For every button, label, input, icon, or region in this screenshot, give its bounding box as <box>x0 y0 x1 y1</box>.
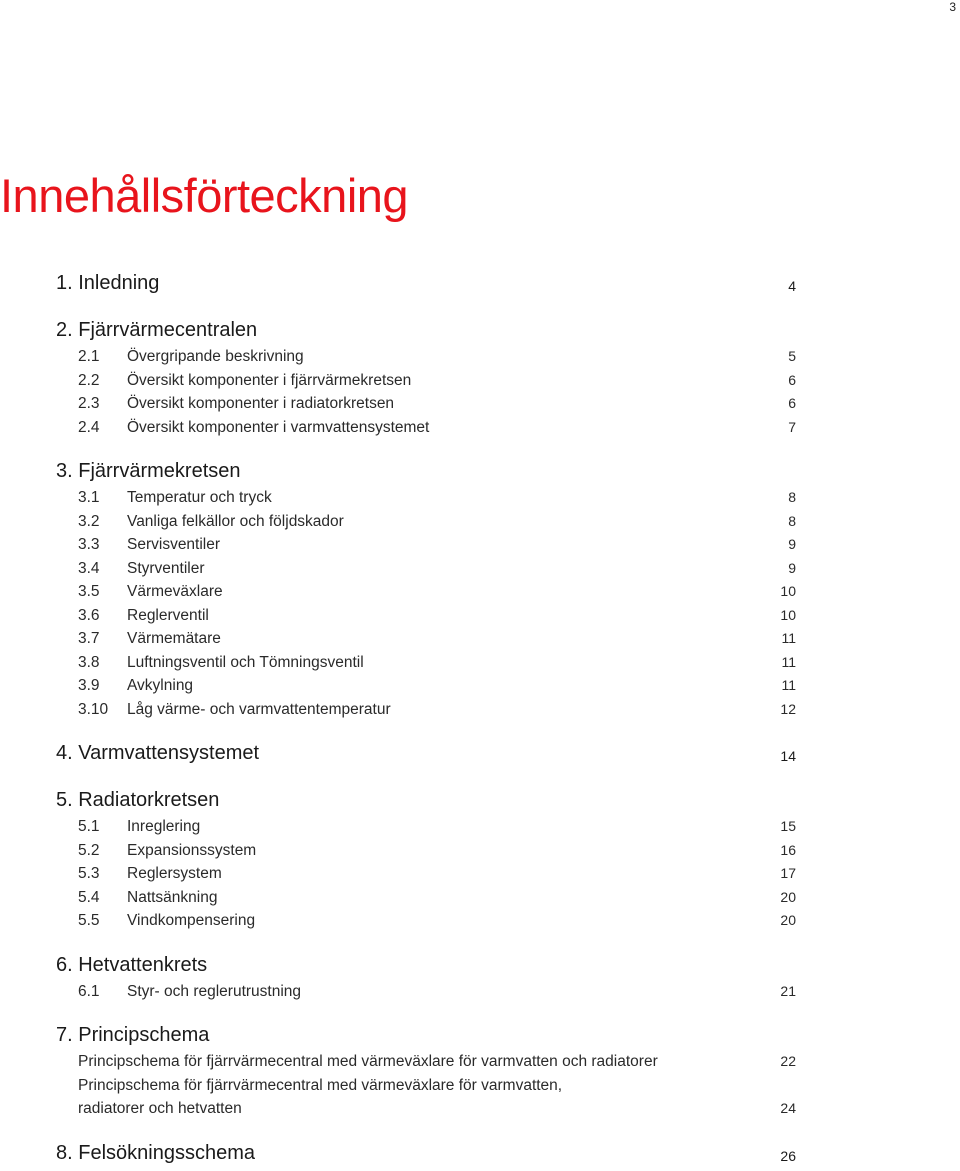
toc-section <box>56 315 796 456</box>
toc-entry-page: 12 <box>780 700 796 717</box>
toc-section-heading[interactable] <box>56 315 796 345</box>
toc-entry-label: Principschema för fjärrvärmecentral med värmeväxlare för varmvatten, <box>78 1076 563 1094</box>
toc-entry-label: Avkylning <box>127 677 194 694</box>
toc-section <box>56 268 796 315</box>
toc-entry-label: Vindkompensering <box>127 912 256 929</box>
toc-entry-page: 20 <box>780 888 796 905</box>
toc-entry[interactable] <box>56 392 796 416</box>
toc-section-title: 8. Felsökningsschema <box>56 1141 255 1164</box>
toc-entry-number: 2.3 <box>78 395 100 412</box>
toc-section-heading[interactable] <box>56 785 796 815</box>
toc-entry-label: Principschema för fjärrvärmecentral med värmeväxlare för varmvatten och radiatorer <box>78 1053 658 1070</box>
toc-entry-label: Reglerventil <box>127 606 209 624</box>
toc-entry-number: 2.2 <box>78 371 100 389</box>
toc-entry-page: 9 <box>788 536 796 552</box>
toc-section-title: 1. Inledning <box>56 272 160 294</box>
toc-section-heading[interactable] <box>56 456 796 486</box>
toc-section-title: 5. Radiatorkretsen <box>56 789 220 811</box>
toc-entry[interactable] <box>56 533 796 557</box>
toc-entry[interactable] <box>56 1050 796 1074</box>
toc-section <box>56 1020 796 1138</box>
toc-entry-label: Styrventiler <box>127 559 205 577</box>
toc-entry-page: 9 <box>788 559 796 576</box>
toc-entry[interactable] <box>56 651 796 675</box>
toc-entry-number: 3.2 <box>78 512 100 530</box>
toc-section-title: 2. Fjärrvärmecentralen <box>56 319 258 341</box>
toc-section-title: 7. Principschema <box>56 1024 210 1046</box>
toc-entry-number: 5.1 <box>78 818 100 835</box>
toc-section <box>56 1138 796 1168</box>
toc-entry-label: Styr- och reglerutrustning <box>127 982 302 1000</box>
toc-entry-number: 2.4 <box>78 418 100 436</box>
toc-entry-page: 5 <box>788 348 796 364</box>
toc-entry-label: Expansionssystem <box>127 841 257 859</box>
toc-entry-label: radiatorer och hetvatten <box>78 1100 242 1117</box>
toc-section-heading[interactable] <box>56 738 796 768</box>
section-spacer <box>56 768 796 785</box>
toc-entry-number: 3.3 <box>78 536 100 553</box>
toc-entry[interactable] <box>56 627 796 651</box>
section-spacer <box>56 439 796 456</box>
toc-entry[interactable] <box>56 557 796 581</box>
page-title: Innehållsförteckning <box>0 169 409 222</box>
toc-section-title: 4. Varmvattensystemet <box>56 742 260 764</box>
toc-entry[interactable] <box>56 815 796 839</box>
toc-entry-number: 3.7 <box>78 630 100 647</box>
toc-section <box>56 738 796 785</box>
toc-entry-number: 3.5 <box>78 583 100 600</box>
toc-entry-label: Översikt komponenter i radiatorkretsen <box>127 395 395 412</box>
toc-section-heading[interactable] <box>56 1020 796 1050</box>
page-number: 3 <box>949 0 956 14</box>
toc-entry-label: Översikt komponenter i varmvattensystemet <box>127 418 430 436</box>
toc-entry[interactable] <box>56 604 796 628</box>
section-spacer <box>56 1121 796 1138</box>
toc-entry-label: Övergripande beskrivning <box>127 348 304 365</box>
toc-entry-page: 15 <box>780 818 796 834</box>
toc-entry-page: 6 <box>788 395 796 411</box>
toc-entry-page: 17 <box>780 865 796 881</box>
toc-section <box>56 950 796 1021</box>
toc-entry-label: Översikt komponenter i fjärrvärmekretsen <box>127 371 412 389</box>
toc-entry-label: Reglersystem <box>127 865 222 882</box>
section-spacer <box>56 721 796 738</box>
toc-entry-page: 11 <box>781 653 796 670</box>
toc-entry-page: 10 <box>780 583 796 599</box>
toc-entry[interactable] <box>56 345 796 369</box>
toc-section-title: 3. Fjärrvärmekretsen <box>56 460 241 482</box>
toc-entry[interactable] <box>56 698 796 722</box>
toc-entry-page: 8 <box>788 512 796 529</box>
toc-entry-label: Nattsänkning <box>127 888 218 906</box>
toc-entry[interactable] <box>56 416 796 440</box>
toc-entry-page: 7 <box>788 418 796 435</box>
toc-entry-number: 5.2 <box>78 841 100 859</box>
toc-entry[interactable] <box>56 674 796 698</box>
toc-entry-number: 2.1 <box>78 348 100 365</box>
toc-entry[interactable] <box>56 580 796 604</box>
table-of-contents <box>56 268 796 1168</box>
section-spacer <box>56 298 796 315</box>
toc-entry[interactable] <box>56 486 796 510</box>
toc-entry-number: 3.8 <box>78 653 100 671</box>
toc-entry-number: 5.5 <box>78 912 100 929</box>
toc-entry-page: 11 <box>781 677 796 693</box>
toc-entry[interactable] <box>56 1097 796 1121</box>
toc-entry-number: 3.1 <box>78 489 100 506</box>
toc-entry-page: 6 <box>788 371 796 388</box>
toc-section-heading[interactable] <box>56 950 796 980</box>
toc-entry-page: 16 <box>780 841 796 858</box>
toc-entry-label: Inreglering <box>127 818 201 835</box>
toc-section <box>56 456 796 738</box>
toc-entry[interactable] <box>56 510 796 534</box>
toc-entry-label: Låg värme- och varmvattentemperatur <box>127 700 391 718</box>
toc-section-title: 6. Hetvattenkrets <box>56 953 208 976</box>
toc-entry-page: 10 <box>780 606 796 623</box>
toc-entry-number: 3.10 <box>78 700 109 718</box>
toc-section-page: 4 <box>788 278 796 294</box>
toc-entry[interactable] <box>56 1074 796 1098</box>
toc-entry[interactable] <box>56 980 796 1004</box>
section-spacer <box>56 1003 796 1020</box>
toc-section-heading[interactable] <box>56 268 796 298</box>
toc-entry-page: 24 <box>780 1100 796 1116</box>
toc-entry-number: 5.3 <box>78 865 100 882</box>
toc-entry[interactable] <box>56 886 796 910</box>
toc-section-heading[interactable] <box>56 1138 796 1168</box>
toc-section-page: 14 <box>780 748 796 764</box>
toc-entry-number: 5.4 <box>78 888 100 906</box>
toc-entry-page: 22 <box>780 1053 796 1069</box>
toc-entry-page: 11 <box>781 630 796 646</box>
toc-entry-number: 3.4 <box>78 559 100 577</box>
toc-entry-label: Servisventiler <box>127 536 221 553</box>
toc-section-page: 26 <box>780 1147 796 1164</box>
toc-entry-number: 3.6 <box>78 606 100 624</box>
section-spacer <box>56 933 796 950</box>
toc-entry-label: Värmeväxlare <box>127 583 223 600</box>
toc-entry-page: 21 <box>780 982 796 999</box>
toc-entry-number: 3.9 <box>78 677 100 694</box>
toc-entry-label: Värmemätare <box>127 630 221 647</box>
toc-entry[interactable] <box>56 839 796 863</box>
toc-entry-number: 6.1 <box>78 982 100 1000</box>
toc-entry-label: Vanliga felkällor och följdskador <box>127 512 344 530</box>
toc-entry-label: Temperatur och tryck <box>127 489 272 506</box>
toc-entry-page: 8 <box>788 489 796 505</box>
toc-entry[interactable] <box>56 369 796 393</box>
toc-entry[interactable] <box>56 909 796 933</box>
toc-entry-page: 20 <box>780 912 796 928</box>
toc-entry[interactable] <box>56 862 796 886</box>
toc-section <box>56 785 796 950</box>
toc-entry-label: Luftningsventil och Tömningsventil <box>127 653 364 671</box>
